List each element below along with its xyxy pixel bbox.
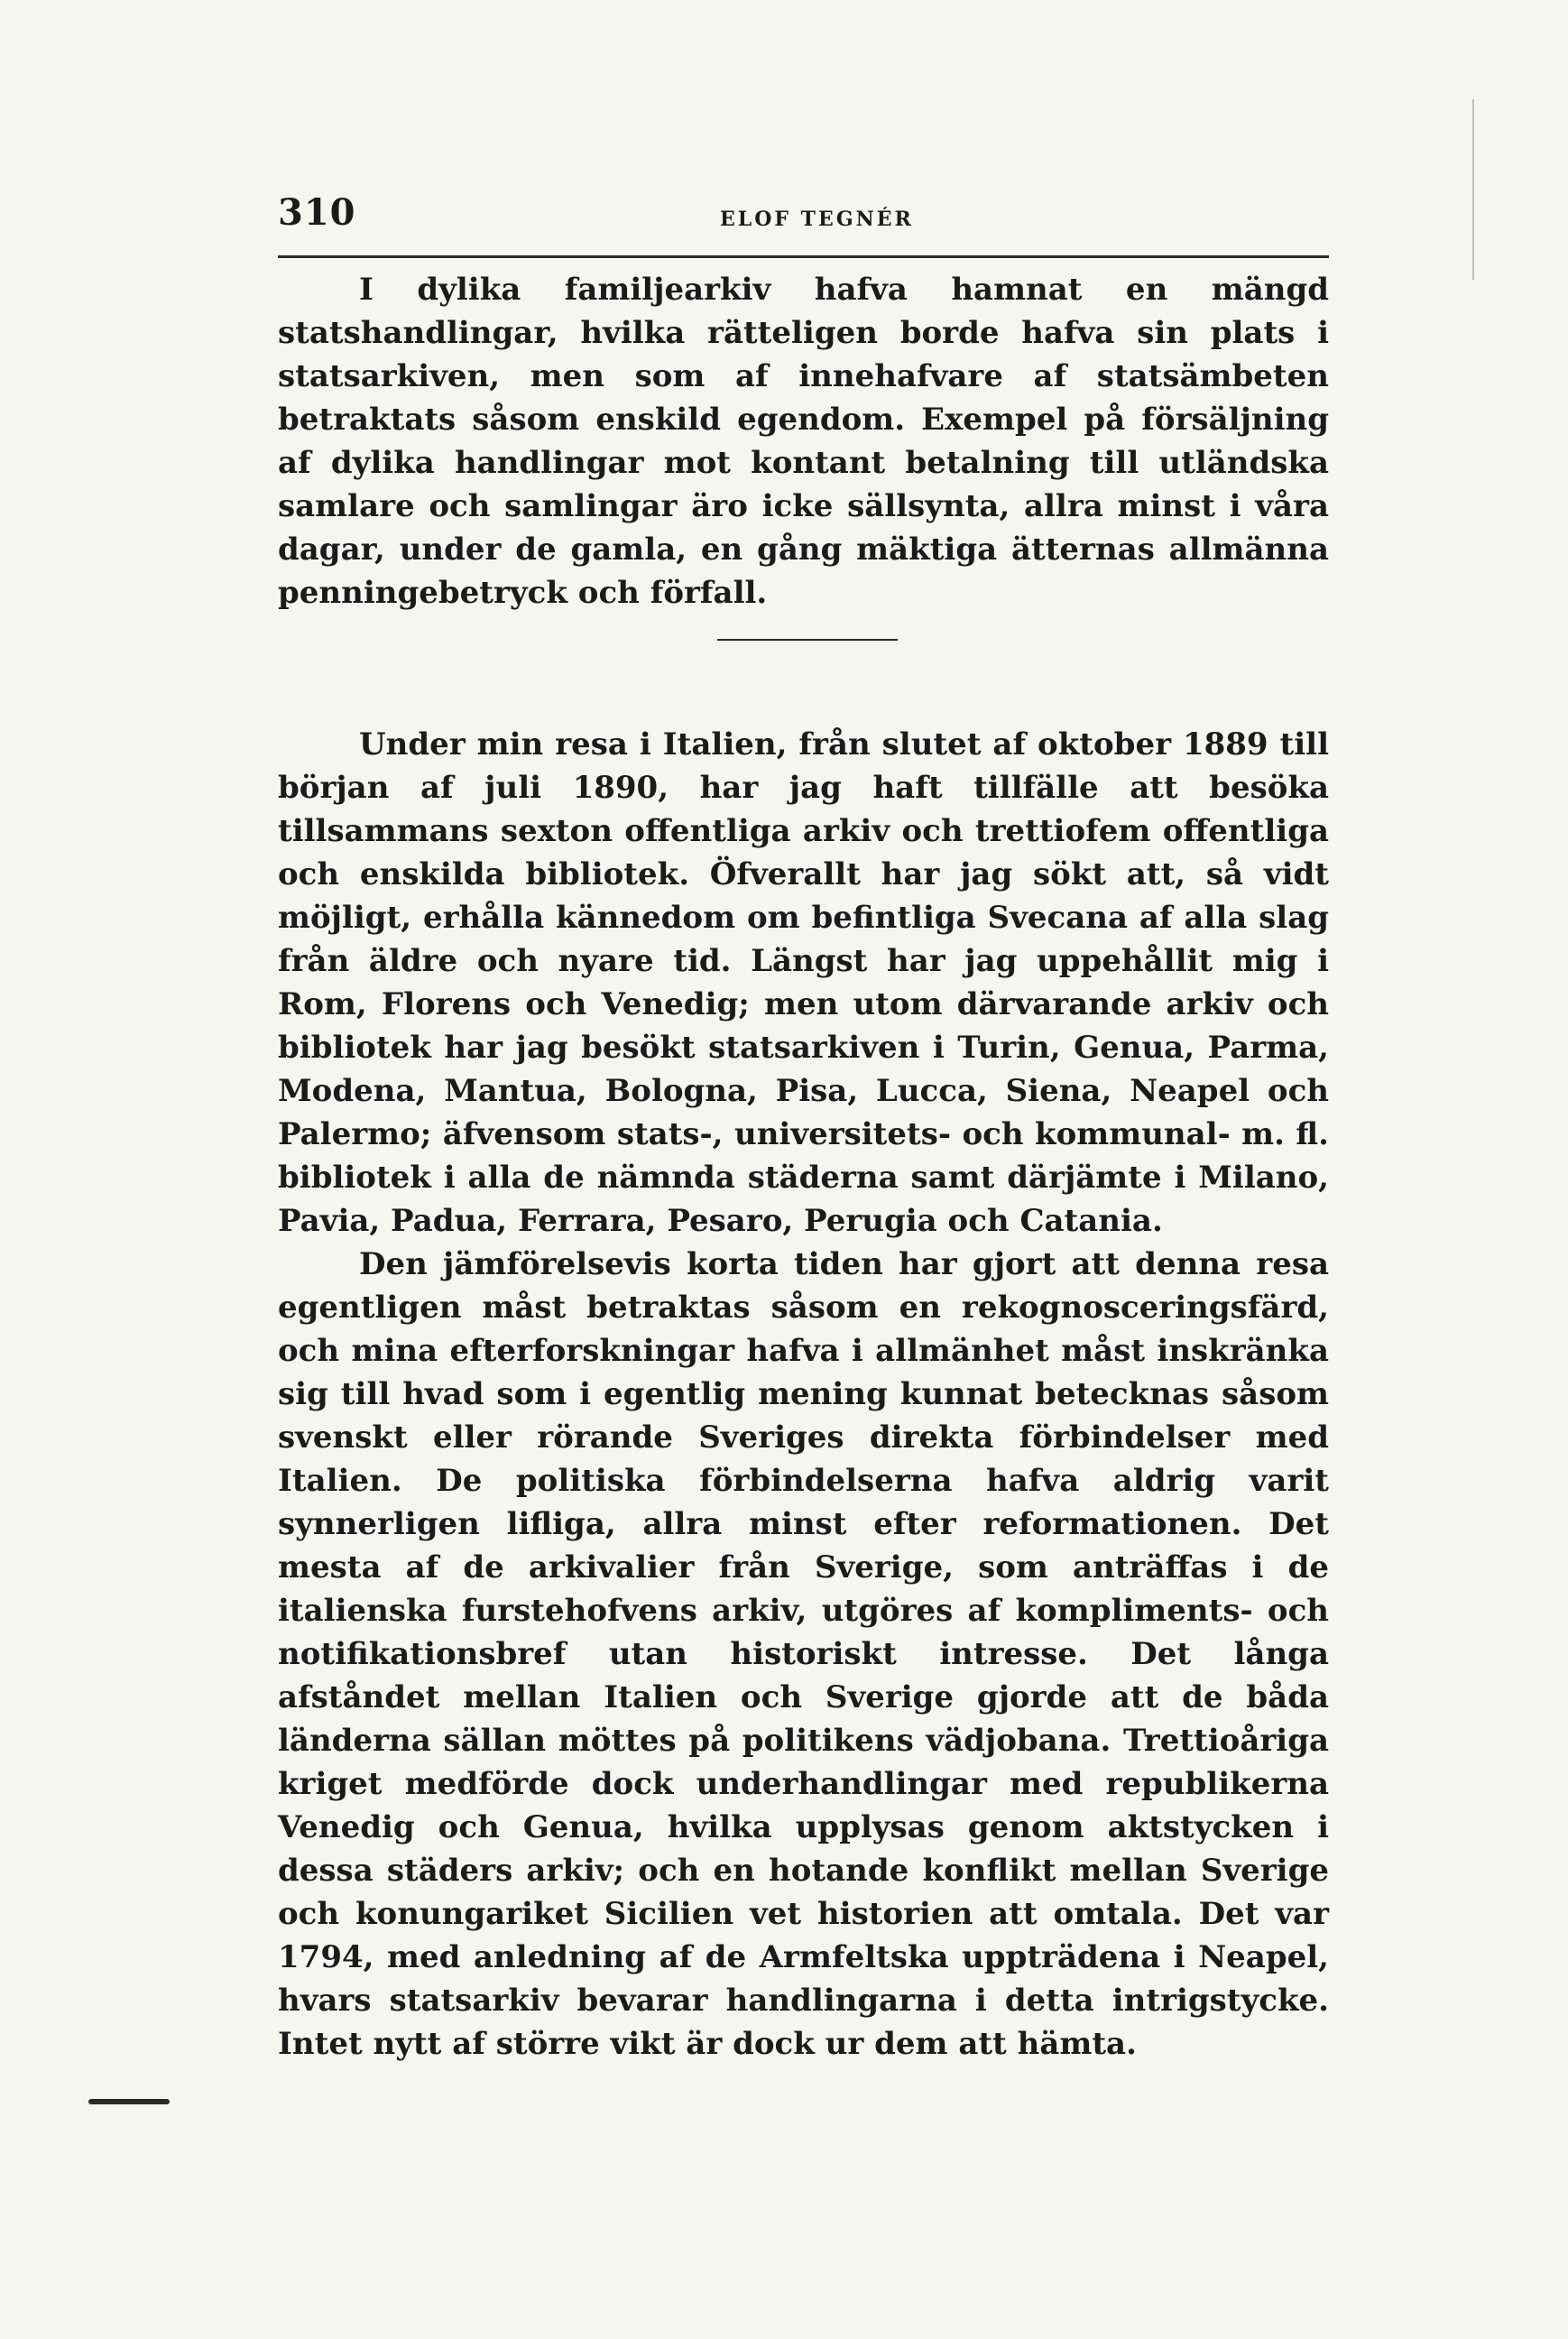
text-section-1 [278, 268, 1329, 615]
margin-rule [1472, 99, 1474, 280]
section-divider [717, 639, 898, 641]
paragraph-2: Under min resa i Italien, från slutet af oktober 1889 till början af juli 1890, har jag haft tillfälle att besöka tillsammans sexton offentliga arkiv och trettiofem offentliga och enskilda bibliotek. Öfverallt har jag sökt att, så vidt möjligt, erhålla kännedom om befintliga Svecana af alla slag från äldre och nyare tid. Längst har jag uppehållit mig i Rom, Florens och Venedig; men utom därvarande arkiv och bibliotek har jag besökt statsarkiven i Turin, Genua, Parma, Modena, Mantua, Bologna, Pisa, Lucca, Siena, Neapel och Palermo; äfvensom stats-, universitets- och kommunal- m. fl. bibliotek i alla de nämnda städerna samt därjämte i Milano, Pavia, Padua, Ferrara, Pesaro, Perugia och Catania. [278, 726, 1329, 1239]
header-rule [278, 255, 1329, 258]
text-section-2 [278, 723, 1329, 2066]
margin-mark [88, 2099, 170, 2104]
running-head: ELOF TEGNÉR [720, 208, 914, 231]
paragraph-1: I dylika familjearkiv hafva hamnat en mängd statshandlingar, hvilka rätteligen borde hafva sin plats i statsarkiven, men som af innehafvare af statsämbeten betraktats såsom enskild egendom. Exempel på försäljning af dylika handlingar mot kontant betalning till utländska samlare och samlingar äro icke sällsynta, allra minst i våra dagar, under de gamla, en gång mäktiga ätternas allmänna penningebetryck och förfall. [278, 272, 1329, 611]
page-number: 310 [278, 191, 356, 234]
paragraph-3: Den jämförelsevis korta tiden har gjort att denna resa egentligen måst betraktas såsom en rekognosceringsfärd, och mina efterforskningar hafva i allmänhet måst inskränka sig till hvad som i egentlig mening kunnat betecknas såsom svenskt eller rörande Sveriges direkta förbindelser med Italien. De politiska förbindelserna hafva aldrig varit synnerligen lifliga, allra minst efter reformationen. Det mesta af de arkivalier från Sverige, som anträffas i de italienska furstehofvens arkiv, utgöres af kompliments- och notifikationsbref utan historiskt intresse. Det långa afståndet mellan Italien och Sverige gjorde att de båda länderna sällan möttes på politikens vädjobana. Trettioåriga kriget medförde dock underhandlingar med republikerna Venedig och Genua, hvilka upplysas genom aktstycken i dessa städers arkiv; och en hotande konflikt mellan Sverige och konungariket Sicilien vet historien att omtala. Det var 1794, med anledning af de Armfeltska uppträdena i Neapel, hvars statsarkiv bevarar handlingarna i detta intrigstycke. Intet nytt af större vikt är dock ur dem att hämta. [278, 1246, 1329, 2062]
page-header [278, 191, 1329, 245]
